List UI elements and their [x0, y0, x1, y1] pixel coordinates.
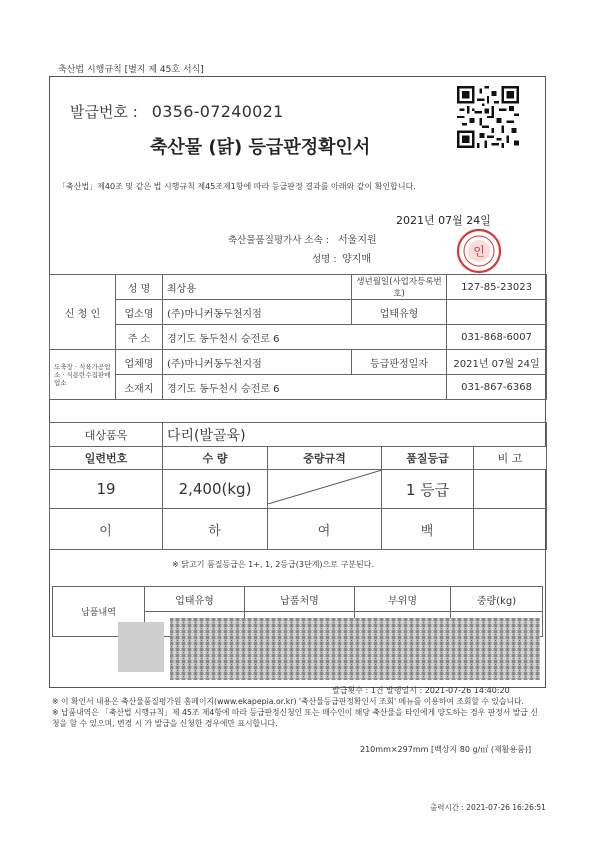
amount-char-4: 백	[382, 509, 474, 550]
amount-char-1: 이	[50, 509, 163, 550]
footer-notes	[52, 696, 542, 729]
amount-char-5	[474, 509, 547, 550]
remark-value	[474, 470, 547, 509]
delivery-header-recipient: 납품처명	[245, 587, 355, 612]
target-item-table	[49, 422, 547, 448]
applicant-address: 경기도 동두천시 승전로 6	[163, 325, 447, 350]
security-pattern-image	[170, 618, 540, 680]
serial-number: 19	[50, 470, 163, 509]
applicant-table	[49, 274, 547, 400]
applicant-phone: 031-868-6007	[447, 325, 547, 350]
grading-date-value: 2021년 07월 24일	[447, 350, 547, 375]
plant-address: 경기도 동두천시 승전로 6	[163, 375, 447, 400]
qr-code-icon	[457, 86, 519, 148]
watermark-stamp-image	[118, 622, 164, 672]
weight-spec-value	[268, 470, 382, 509]
plant-address-label: 소재지	[116, 375, 163, 400]
form-reference: 축산법 시행규칙 [별지 제 45호 서식]	[58, 65, 204, 75]
header-weight-spec: 중량규격	[268, 447, 382, 470]
target-item-value: 다리(발골육)	[163, 423, 547, 448]
office-label: 축산물품질평가사 소속 :	[228, 235, 330, 246]
grade-note: ※ 닭고기 품질등급은 1+, 1, 2등급(3단계)으로 구분된다.	[172, 560, 374, 569]
issue-label: 발급번호 :	[70, 103, 138, 121]
signer-value: 양지매	[342, 254, 371, 265]
business-type-value	[447, 300, 547, 325]
law-statement: 「축산법」제40조 및 같은 법 시행규칙 제45조제1항에 따라 등급판정 결과를 아래와 같이 확인합니다.	[58, 182, 416, 191]
birth-value: 127-85-23023	[447, 275, 547, 300]
delivery-header-part: 부위명	[355, 587, 451, 612]
issue-info: 발급횟수 : 1건 발행일시 : 2021-07-26 14:40:20	[332, 686, 510, 695]
amount-char-2: 하	[163, 509, 268, 550]
delivery-header-weight: 중량(kg)	[451, 587, 543, 612]
seal-text: 인	[473, 244, 485, 259]
header-serial: 일련번호	[50, 447, 163, 470]
amount-char-3: 여	[268, 509, 382, 550]
plant-section-label: 도축장 · 식육가공업소 · 식용란수집판매업소	[50, 350, 116, 400]
target-item-label: 대상품목	[50, 423, 163, 448]
grading-date-label: 등급판정일자	[352, 350, 447, 375]
footer-note-2: ※ 납품내역은 「축산법 시행규칙」제 45조 제4항에 따라 등급판정신청인 또는 매수인이 해당 축산물을 타인에게 양도하는 경우 판정서 발급 신청을 할 수 있으며, 변경 시 가 발급을 신청한 경우에만 표시합니다.	[52, 708, 538, 728]
footer-note-1: ※ 이 확인서 내용은 축산물품질평가원 홈페이지(www.ekapepia.or.kr) '축산물등급판정확인서 조회' 메뉴를 이용하여 조회할 수 있습니다.	[52, 697, 525, 706]
issue-number: 0356-07240021	[151, 102, 284, 121]
issue-number-line	[70, 101, 284, 122]
print-time: 출력시간 : 2021-07-26 16:26:51	[430, 803, 546, 812]
address-label: 주 소	[116, 325, 163, 350]
plant-phone: 031-867-6368	[447, 375, 547, 400]
applicant-name-label: 성 명	[116, 275, 163, 300]
company-label: 업소명	[116, 300, 163, 325]
header-grade: 품질등급	[382, 447, 474, 470]
company-name: (주)마니커동두천지점	[163, 300, 352, 325]
birth-label: 생년월일(사업자등록번호)	[352, 275, 447, 300]
quantity-value: 2,400(kg)	[163, 470, 268, 509]
signer-label: 성명 :	[312, 254, 337, 265]
empty-cell-slash	[268, 470, 382, 504]
office-value: 서울지원	[338, 235, 377, 246]
applicant-section-label: 신 청 인	[50, 275, 116, 350]
plant-name-label: 업체명	[116, 350, 163, 375]
delivery-header-type: 업태유형	[145, 587, 245, 612]
delivery-label: 납품내역	[53, 587, 145, 637]
document-title: 축산물 (닭) 등급판정확인서	[150, 137, 371, 158]
paper-size: 210mm×297mm [백상지 80 g/㎡ (재활용품)]	[360, 745, 532, 754]
grade-value: 1 등급	[382, 470, 474, 509]
applicant-name: 최상용	[163, 275, 352, 300]
official-seal-icon	[456, 228, 502, 274]
grading-result-table	[49, 446, 547, 550]
header-remark: 비 고	[474, 447, 547, 470]
header-quantity: 수 량	[163, 447, 268, 470]
confirmation-date: 2021년 07월 24일	[396, 214, 491, 227]
plant-name: (주)마니커동두천지점	[163, 350, 352, 375]
business-type-label: 업태유형	[352, 300, 447, 325]
